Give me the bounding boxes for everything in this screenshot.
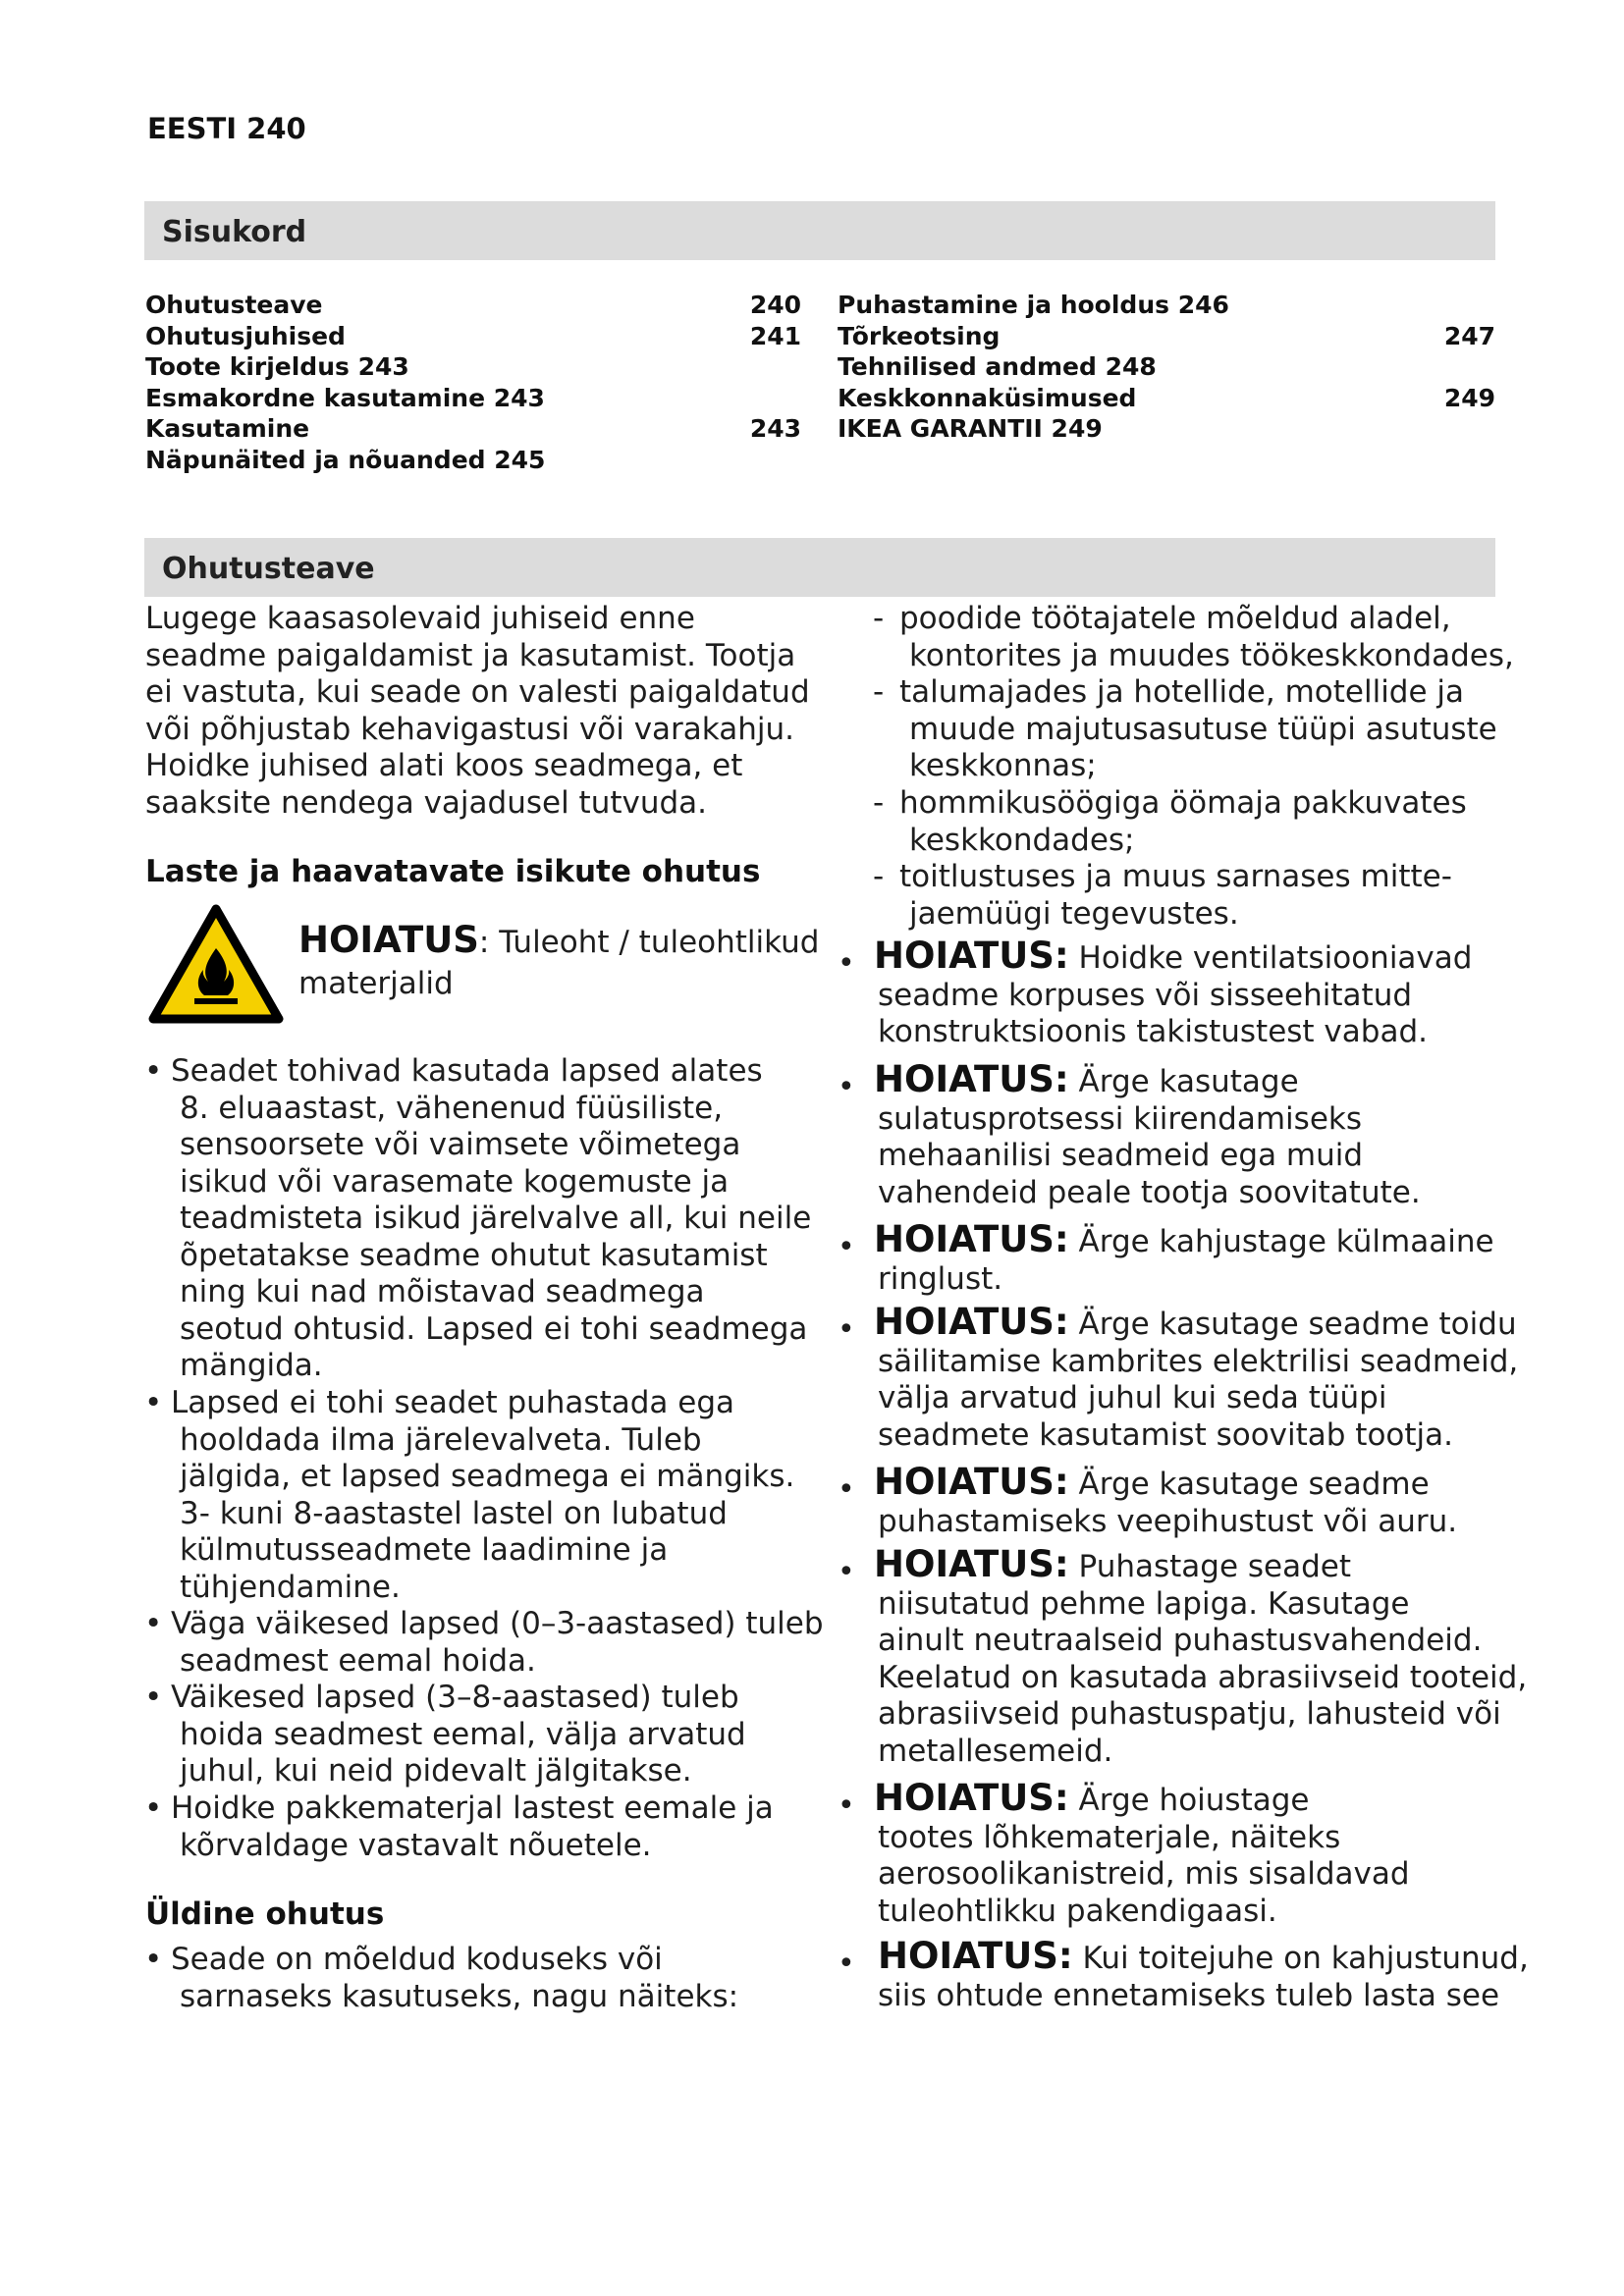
toc-entry[interactable]: Näpunäited ja nõuanded 245 (145, 445, 546, 474)
toc-entry[interactable]: Tõrkeotsing 247 (838, 321, 1495, 350)
toc-entry[interactable]: Toote kirjeldus 243 (145, 352, 409, 381)
fire-warning-text: HOIATUS: Tuleoht / tuleohtlikud materjalid (298, 919, 820, 1001)
toc-entry[interactable]: Esmakordne kasutamine 243 (145, 383, 545, 412)
toc-entry[interactable]: Ohutusjuhised 241 (145, 321, 801, 350)
toc-entry[interactable]: Kasutamine 243 (145, 414, 801, 443)
page-header: EESTI 240 (147, 112, 306, 145)
general-safety-heading: Üldine ohutus (145, 1896, 385, 1932)
safety-heading-bar (144, 538, 1495, 597)
children-safety-heading: Laste ja haavatavate isikute ohutus (145, 854, 761, 889)
toc-right-column (838, 291, 1495, 457)
toc-heading: Sisukord (162, 215, 307, 249)
toc-heading-bar (144, 201, 1495, 260)
toc-entry[interactable]: Puhastamine ja hooldus 246 (838, 291, 1229, 319)
fire-warning-icon (147, 903, 285, 1025)
intro-paragraph: Lugege kaasasolevaid juhiseid enne seadme paigaldamist ja kasutamist. Tootja ei vastuta, kui seade on valesti paigaldatud või põhjustab kehavigastusi või varakahju. Hoidke juhised alati koos seadmega, et saaksite nendega vajadusel tutvuda. (145, 601, 810, 821)
safety-heading: Ohutusteave (162, 552, 375, 586)
toc-entry[interactable]: Keskkonnaküsimused 249 (838, 383, 1495, 412)
toc-entry[interactable]: Tehnilised andmed 248 (838, 352, 1157, 381)
toc-entry[interactable]: IKEA GARANTII 249 (838, 414, 1103, 443)
toc-left-column (145, 291, 801, 487)
toc-entry[interactable]: Ohutusteave 240 (145, 291, 801, 319)
